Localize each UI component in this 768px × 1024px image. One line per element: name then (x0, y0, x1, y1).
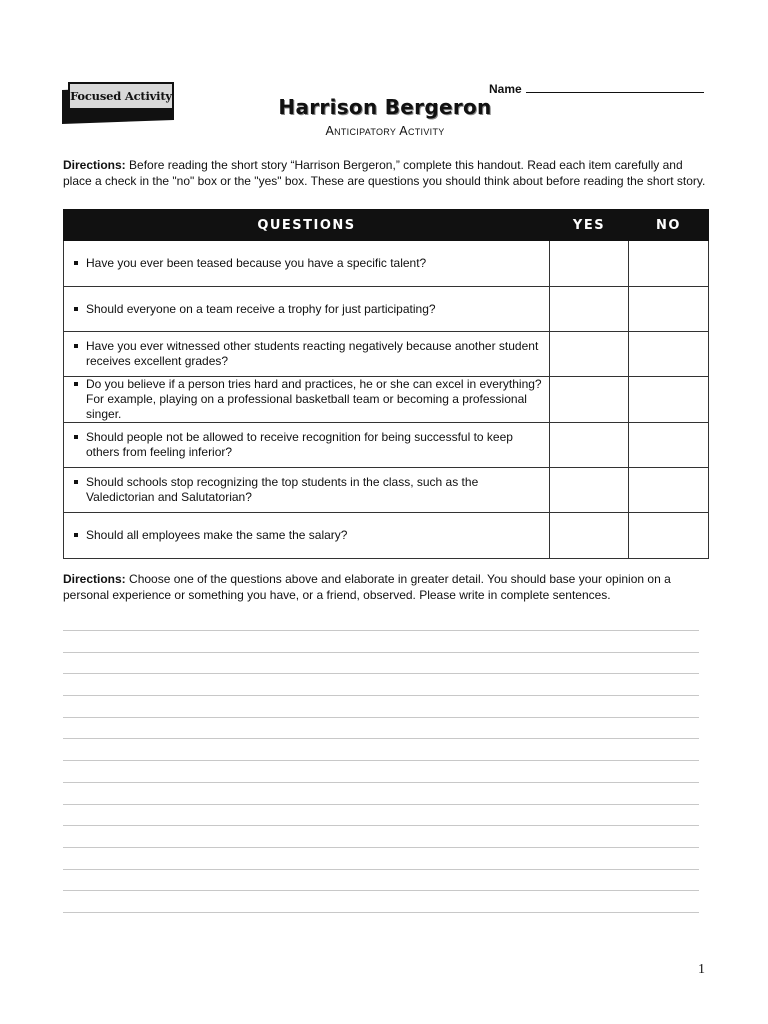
question-cell (64, 332, 550, 377)
writing-line[interactable] (63, 825, 699, 847)
question-text: Should all employees make the same the salary? (74, 528, 543, 543)
table-row (64, 377, 709, 423)
question-text: Have you ever been teased because you have a specific talent? (74, 256, 543, 271)
question-cell (64, 241, 550, 287)
questions-table (63, 209, 709, 559)
no-checkbox[interactable] (629, 332, 709, 377)
no-checkbox[interactable] (629, 423, 709, 468)
writing-line[interactable] (63, 760, 699, 782)
name-label: Name (489, 82, 522, 96)
directions-lead: Directions: (63, 158, 126, 172)
yes-checkbox[interactable] (550, 287, 629, 332)
document-title: Harrison Bergeron (278, 95, 492, 119)
directions-before-reading (63, 158, 708, 189)
yes-checkbox[interactable] (550, 332, 629, 377)
questions-header: QUESTIONS (64, 210, 550, 241)
name-blank-line[interactable] (526, 83, 704, 93)
directions-lead: Directions: (63, 572, 126, 586)
writing-line[interactable] (63, 738, 699, 760)
writing-line[interactable] (63, 695, 699, 717)
writing-line[interactable] (63, 717, 699, 739)
question-text: Do you believe if a person tries hard and practices, he or she can excel in everything? For example, playing on a professional basketball team or becoming a professional singer. (74, 377, 543, 422)
table-header-row (64, 210, 709, 241)
badge-label: Focused Activity (68, 82, 174, 110)
table-row (64, 468, 709, 513)
document-subtitle: Anticipatory Activity (325, 124, 445, 138)
writing-line[interactable] (63, 890, 699, 912)
directions-elaborate (63, 572, 708, 603)
no-checkbox[interactable] (629, 241, 709, 287)
writing-area[interactable] (63, 630, 699, 934)
question-cell (64, 468, 550, 513)
table-row (64, 241, 709, 287)
writing-line[interactable] (63, 673, 699, 695)
yes-header: YES (550, 210, 629, 241)
writing-line[interactable] (63, 869, 699, 891)
yes-checkbox[interactable] (550, 468, 629, 513)
writing-line[interactable] (63, 912, 699, 934)
no-checkbox[interactable] (629, 468, 709, 513)
question-text: Have you ever witnessed other students reacting negatively because another student receives excellent grades? (74, 339, 543, 369)
directions-text: Choose one of the questions above and elaborate in greater detail. You should base your opinion on a personal experience or something you have, or a friend, observed. Please write in complete sentences. (63, 572, 671, 602)
table-row (64, 423, 709, 468)
question-text: Should schools stop recognizing the top students in the class, such as the Valedictorian and Salutatorian? (74, 475, 543, 505)
writing-line[interactable] (63, 652, 699, 674)
yes-checkbox[interactable] (550, 513, 629, 559)
writing-line[interactable] (63, 782, 699, 804)
writing-line[interactable] (63, 630, 699, 652)
name-field[interactable] (489, 82, 704, 96)
focused-activity-badge (62, 82, 178, 124)
question-text: Should people not be allowed to receive recognition for being successful to keep others from feeling inferior? (74, 430, 543, 460)
question-text: Should everyone on a team receive a trophy for just participating? (74, 302, 543, 317)
page-number: 1 (698, 962, 705, 977)
no-checkbox[interactable] (629, 513, 709, 559)
no-checkbox[interactable] (629, 377, 709, 423)
table-row (64, 287, 709, 332)
table-row (64, 513, 709, 559)
no-header: NO (629, 210, 709, 241)
writing-line[interactable] (63, 847, 699, 869)
question-cell (64, 423, 550, 468)
writing-line[interactable] (63, 804, 699, 826)
yes-checkbox[interactable] (550, 241, 629, 287)
question-cell (64, 287, 550, 332)
no-checkbox[interactable] (629, 287, 709, 332)
directions-text: Before reading the short story “Harrison Bergeron,” complete this handout. Read each item carefully and place a check in the "no" box or the "yes" box. These are questions you should think about before reading the short story. (63, 158, 706, 188)
yes-checkbox[interactable] (550, 377, 629, 423)
yes-checkbox[interactable] (550, 423, 629, 468)
question-cell (64, 377, 550, 423)
question-cell (64, 513, 550, 559)
table-row (64, 332, 709, 377)
